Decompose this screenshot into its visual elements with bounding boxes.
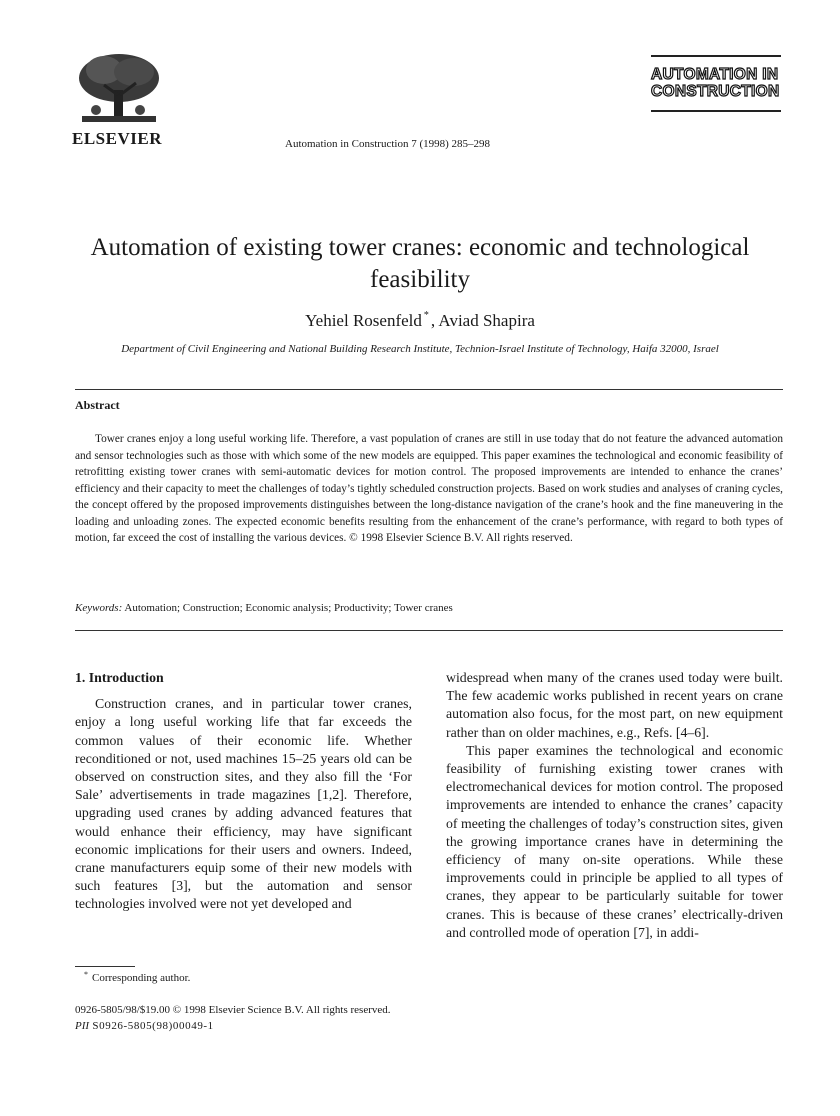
- pii-label: PII: [75, 1020, 90, 1032]
- footnote-mark: *: [84, 970, 88, 979]
- divider: [75, 389, 783, 390]
- divider: [75, 630, 783, 631]
- author-affiliation: Department of Civil Engineering and National Building Research Institute, Technion-Israel Institute of Technology, Haifa 32000, Israel: [121, 343, 719, 355]
- abstract-body: Tower cranes enjoy a long useful working life. Therefore, a vast population of cranes are still in use today that do not feature the advanced automation and sensor technologies such as those with which some of the new models are equipped. This paper examines the technological and economic feasibility of retrofitting existing tower cranes with semi-automatic devices for motion control. The proposed improvements are intended to enhance the cranes’ efficiency and their capacity to meet the challenges of today’s tightly scheduled construction projects. Based on work studies and analyses of craning cycles, the concept offered by the proposed improvements distinguishes between the long-distance navigation of the crane’s hook and the fine maneuvering in the loading and unloading zones. The expected economic benefits resulting from the enhancement of the crane’s performance, with regard to both types of motion, far exceed the cost of installing the various devices. © 1998 Elsevier Science B.V. All rights reserved.: [75, 433, 783, 544]
- corresponding-author-mark[interactable]: *: [423, 310, 429, 321]
- publisher-wordmark: ELSEVIER: [72, 129, 162, 148]
- footnote-text: Corresponding author.: [92, 972, 191, 984]
- journal-citation: Automation in Construction 7 (1998) 285–298: [285, 138, 491, 150]
- journal-masthead: [651, 55, 781, 112]
- abstract-heading: Abstract: [75, 398, 120, 412]
- author-name: , Aviad Shapira: [430, 311, 535, 330]
- body-column-left: [75, 669, 412, 914]
- pii-line: [75, 1020, 214, 1032]
- masthead-line-2: CONSTRUCTION: [651, 83, 780, 100]
- footnote: [84, 970, 190, 984]
- author-name: Yehiel Rosenfeld: [305, 311, 422, 330]
- elsevier-tree-icon: [74, 50, 164, 128]
- pii-value: S0926-5805(98)00049-1: [92, 1020, 214, 1032]
- keywords-list: Automation; Construction; Economic analysis; Productivity; Tower cranes: [124, 602, 453, 614]
- publisher-logo: [72, 50, 172, 148]
- body-paragraph: This paper examines the technological and economic feasibility of furnishing existing tower cranes with electromechanical devices for motion control. The proposed improvements are intended to enhance the cranes’ capacity of meeting the challenges of today’s construction sites, given the growing importance cranes have in determining the efficiency of many on-site operations. While these improvements could in principle be applied to all types of cranes, they appear to be particularly suitable for tower cranes. This is because of these cranes’ electrically-driven and controlled mode of operation [7], in addi-: [446, 742, 783, 940]
- body-paragraph: widespread when many of the cranes used today were built. The few academic works published in recent years on crane automation also focus, for the most part, on new equipment rather than on older machines, e.g., Refs. [4–6].: [446, 670, 783, 740]
- keywords: [75, 602, 783, 614]
- article-title: Automation of existing tower cranes: economic and technological feasibility: [90, 234, 750, 293]
- copyright-line: 0926-5805/98/$19.00 © 1998 Elsevier Science B.V. All rights reserved.: [75, 1004, 391, 1016]
- section-heading: 1. Introduction: [75, 670, 164, 685]
- body-column-right: [446, 669, 783, 942]
- keywords-label: Keywords:: [75, 602, 123, 614]
- masthead-rule: [651, 55, 781, 57]
- footnote-rule: [75, 966, 135, 967]
- body-paragraph: Construction cranes, and in particular tower cranes, enjoy a long useful working life that far exceeds the common values of their economic life. Whether reconditioned or not, used machines 15–25 years old can be observed on construction sites, and they also fill the ‘For Sale’ advertisements in trade magazines [1,2]. Therefore, upgrading used cranes by adding advanced features that would enhance their efficiency, may have significant economic implications for their users and owners. Indeed, crane manufacturers equip some of their new models with such features [3], but the automation and sensor technologies involved were not yet developed and: [75, 696, 412, 912]
- masthead-line-1: AUTOMATION IN: [651, 66, 779, 83]
- masthead-rule: [651, 110, 781, 112]
- author-list: [60, 310, 780, 331]
